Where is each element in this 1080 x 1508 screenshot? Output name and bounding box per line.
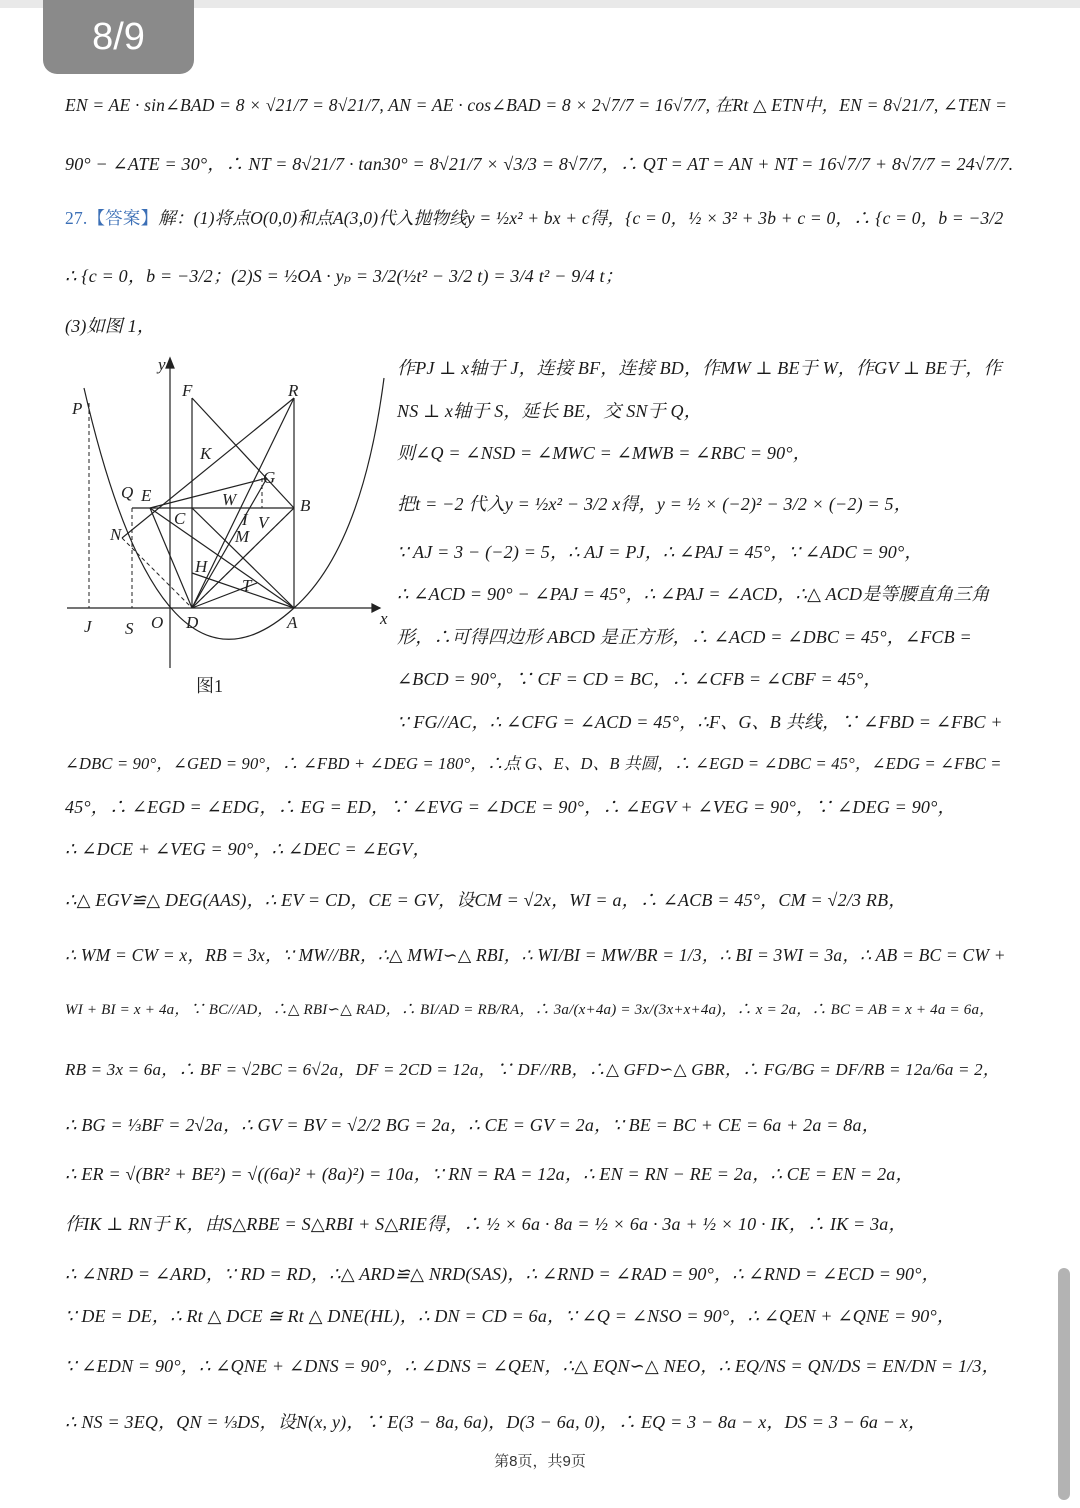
label-P: P bbox=[72, 399, 83, 418]
scrollbar-thumb[interactable] bbox=[1058, 1268, 1070, 1500]
solution-line: ∵ ∠EDN = 90°，∴ ∠QNE + ∠DNS = 90°，∴ ∠DNS = ∠QEN，∴△ EQN∽△ NEO，∴ EQ/NS = QN/DS = EN/DN = 1/3， bbox=[65, 1356, 1000, 1376]
segment-EG bbox=[150, 478, 267, 508]
label-N: N bbox=[110, 525, 122, 544]
page-footer: 第8页，共9页 bbox=[494, 1453, 586, 1470]
geometry-figure bbox=[62, 348, 392, 708]
solution-line: RB = 3x = 6a，∴ BF = √2BC = 6√2a，DF = 2CD = 12a，∵ DF//RB，∴△ GFD∽△ GBR，∴ FG/BG = DF/RB = 12a/6a = 2， bbox=[65, 1060, 1001, 1079]
solution-line: ∴ ∠ACD = 90° − ∠PAJ = 45°，∴ ∠PAJ = ∠ACD，∴△ ACD是等腰直角三角 bbox=[397, 584, 990, 604]
label-x: x bbox=[380, 609, 388, 628]
solution-line: 作IK ⊥ RN于 K，由S△RBE = S△RBI + S△RIE得，∴ ½ × 6a · 8a = ½ × 6a · 3a + ½ × 10 · IK，∴ IK = 3a， bbox=[65, 1214, 907, 1234]
label-D: D bbox=[186, 613, 199, 632]
solution-line: WI + BI = x + 4a，∵ BC//AD，∴△ RBI∽△ RAD，∴ BI/AD = RB/RA，∴ 3a/(x+4a) = 3x/(3x+x+4a)，∴ x = 2a，∴ BC = AB = x + 4a = 6a， bbox=[65, 1002, 995, 1018]
label-W: W bbox=[222, 490, 237, 509]
label-M: M bbox=[235, 527, 250, 546]
solution-line: ∵ AJ = 3 − (−2) = 5，∴ AJ = PJ，∴ ∠PAJ = 45°，∵ ∠ADC = 90°， bbox=[397, 542, 923, 562]
label-I: I bbox=[242, 510, 248, 529]
solution-line: ∴ NS = 3EQ，QN = ⅓DS，设N(x, y)，∵ E(3 − 8a, 6a)，D(3 − 6a, 0)，∴ EQ = 3 − 8a − x，DS = 3 − 6a − x， bbox=[65, 1412, 927, 1432]
label-J: J bbox=[84, 617, 92, 636]
solution-line: 把t = −2 代入y = ½x² − 3/2 x得，y = ½ × (−2)² − 3/2 × (−2) = 5， bbox=[397, 494, 912, 514]
label-Q: Q bbox=[121, 483, 134, 502]
solution-line bbox=[65, 205, 1003, 230]
label-V: V bbox=[258, 513, 269, 532]
page-indicator-badge: 8/9 bbox=[43, 0, 194, 74]
x-axis-arrow-icon bbox=[372, 604, 380, 612]
label-H: H bbox=[195, 557, 208, 576]
label-y: y bbox=[158, 355, 166, 374]
y-axis-arrow-icon bbox=[166, 358, 174, 368]
solution-line: ∵ FG//AC，∴ ∠CFG = ∠ACD = 45°，∴F、G、B 共线，∵ ∠FBD = ∠FBC + bbox=[397, 712, 1003, 732]
label-S: S bbox=[125, 619, 134, 638]
label-E: E bbox=[141, 486, 152, 505]
solution-line: ∵ DE = DE，∴ Rt △ DCE ≅ Rt △ DNE(HL)，∴ DN = CD = 6a，∵ ∠Q = ∠NSO = 90°，∴ ∠QEN + ∠QNE = 90°， bbox=[65, 1306, 956, 1326]
solution-line: 作PJ ⊥ x轴于 J，连接 BF，连接 BD，作MW ⊥ BE于 W，作GV ⊥ BE于，作 bbox=[397, 358, 1002, 378]
solution-line: (3)如图 1， bbox=[65, 316, 156, 336]
solution-line: ∴ BG = ⅓BF = 2√2a，∴ GV = BV = √2/2 BG = 2a，∴ CE = GV = 2a，∵ BE = BC + CE = 6a + 2a = 8a， bbox=[65, 1115, 880, 1135]
label-R: R bbox=[288, 381, 299, 400]
solution-line: ∴△ EGV≌△ DEG(AAS)，∴ EV = CD，CE = GV，设CM = √2x，WI = a，∴ ∠ACB = 45°，CM = √2/3 RB， bbox=[65, 890, 907, 910]
solution-line: EN = AE · sin∠BAD = 8 × √21/7 = 8√21/7, AN = AE · cos∠BAD = 8 × 2√7/7 = 16√7/7, 在Rt △ ETN中，EN = 8√21/7, ∠TEN = bbox=[65, 95, 1008, 115]
solution-line: ∴ ∠DCE + ∠VEG = 90°，∴ ∠DEC = ∠EGV， bbox=[65, 839, 431, 859]
solution-line: ∠DBC = 90°，∠GED = 90°，∴ ∠FBD + ∠DEG = 180°，∴点 G、E、D、B 共圆，∴ ∠EGD = ∠DBC = 45°，∠EDG = ∠FBC = bbox=[65, 754, 1002, 773]
label-A: A bbox=[287, 613, 298, 632]
solution-line: ∠BCD = 90°，∵ CF = CD = BC，∴ ∠CFB = ∠CBF = 45°， bbox=[397, 669, 882, 689]
answer-label: 27.【答案】 bbox=[65, 208, 159, 228]
solution-line: 90° − ∠ATE = 30°，∴ NT = 8√21/7 · tan30° = 8√21/7 × √3/3 = 8√7/7，∴ QT = AT = AN + NT = 16√7/7 + 8√7/7 = 24√7/7. bbox=[65, 154, 1014, 174]
solution-line: ∴ {c = 0，b = −3/2；(2)S = ½OA · yₚ = 3/2(½t² − 3/2 t) = 3/4 t² − 9/4 t； bbox=[65, 266, 623, 286]
label-C: C bbox=[174, 509, 186, 528]
label-T: T bbox=[242, 576, 252, 595]
label-F: F bbox=[182, 381, 193, 400]
solution-text: 解：(1)将点O(0,0)和点A(3,0)代入抛物线y = ½x² + bx + c得，{c = 0，½ × 3² + 3b + c = 0，∴ {c = 0，b = −3/2 bbox=[158, 208, 1004, 228]
solution-line: 形，∴可得四边形 ABCD 是正方形，∴ ∠ACD = ∠DBC = 45°，∠FCB = bbox=[397, 627, 972, 647]
label-K: K bbox=[200, 444, 212, 463]
solution-line: ∴ ∠NRD = ∠ARD，∵ RD = RD，∴△ ARD≌△ NRD(SAS)，∴ ∠RND = ∠RAD = 90°，∴ ∠RND = ∠ECD = 90°， bbox=[65, 1264, 940, 1284]
solution-line: ∴ ER = √(BR² + BE²) = √((6a)² + (8a)²) = 10a，∵ RN = RA = 12a，∴ EN = RN − RE = 2a，∴ CE = EN = 2a， bbox=[65, 1164, 914, 1184]
solution-line: NS ⊥ x轴于 S，延长 BE，交 SN于 Q， bbox=[397, 401, 702, 421]
label-G: G bbox=[263, 468, 276, 487]
figure-caption: 图1 bbox=[196, 676, 223, 696]
label-O: O bbox=[151, 613, 164, 632]
label-B: B bbox=[300, 496, 311, 515]
solution-line: 则∠Q = ∠NSD = ∠MWC = ∠MWB = ∠RBC = 90°， bbox=[397, 443, 811, 463]
solution-line: 45°，∴ ∠EGD = ∠EDG，∴ EG = ED，∵ ∠EVG = ∠DCE = 90°，∴ ∠EGV + ∠VEG = 90°，∵ ∠DEG = 90°， bbox=[65, 797, 956, 817]
solution-line: ∴ WM = CW = x，RB = 3x，∵ MW//BR，∴△ MWI∽△ RBI，∴ WI/BI = MW/BR = 1/3，∴ BI = 3WI = 3a，∴ AB = BC = CW + bbox=[65, 945, 1006, 965]
